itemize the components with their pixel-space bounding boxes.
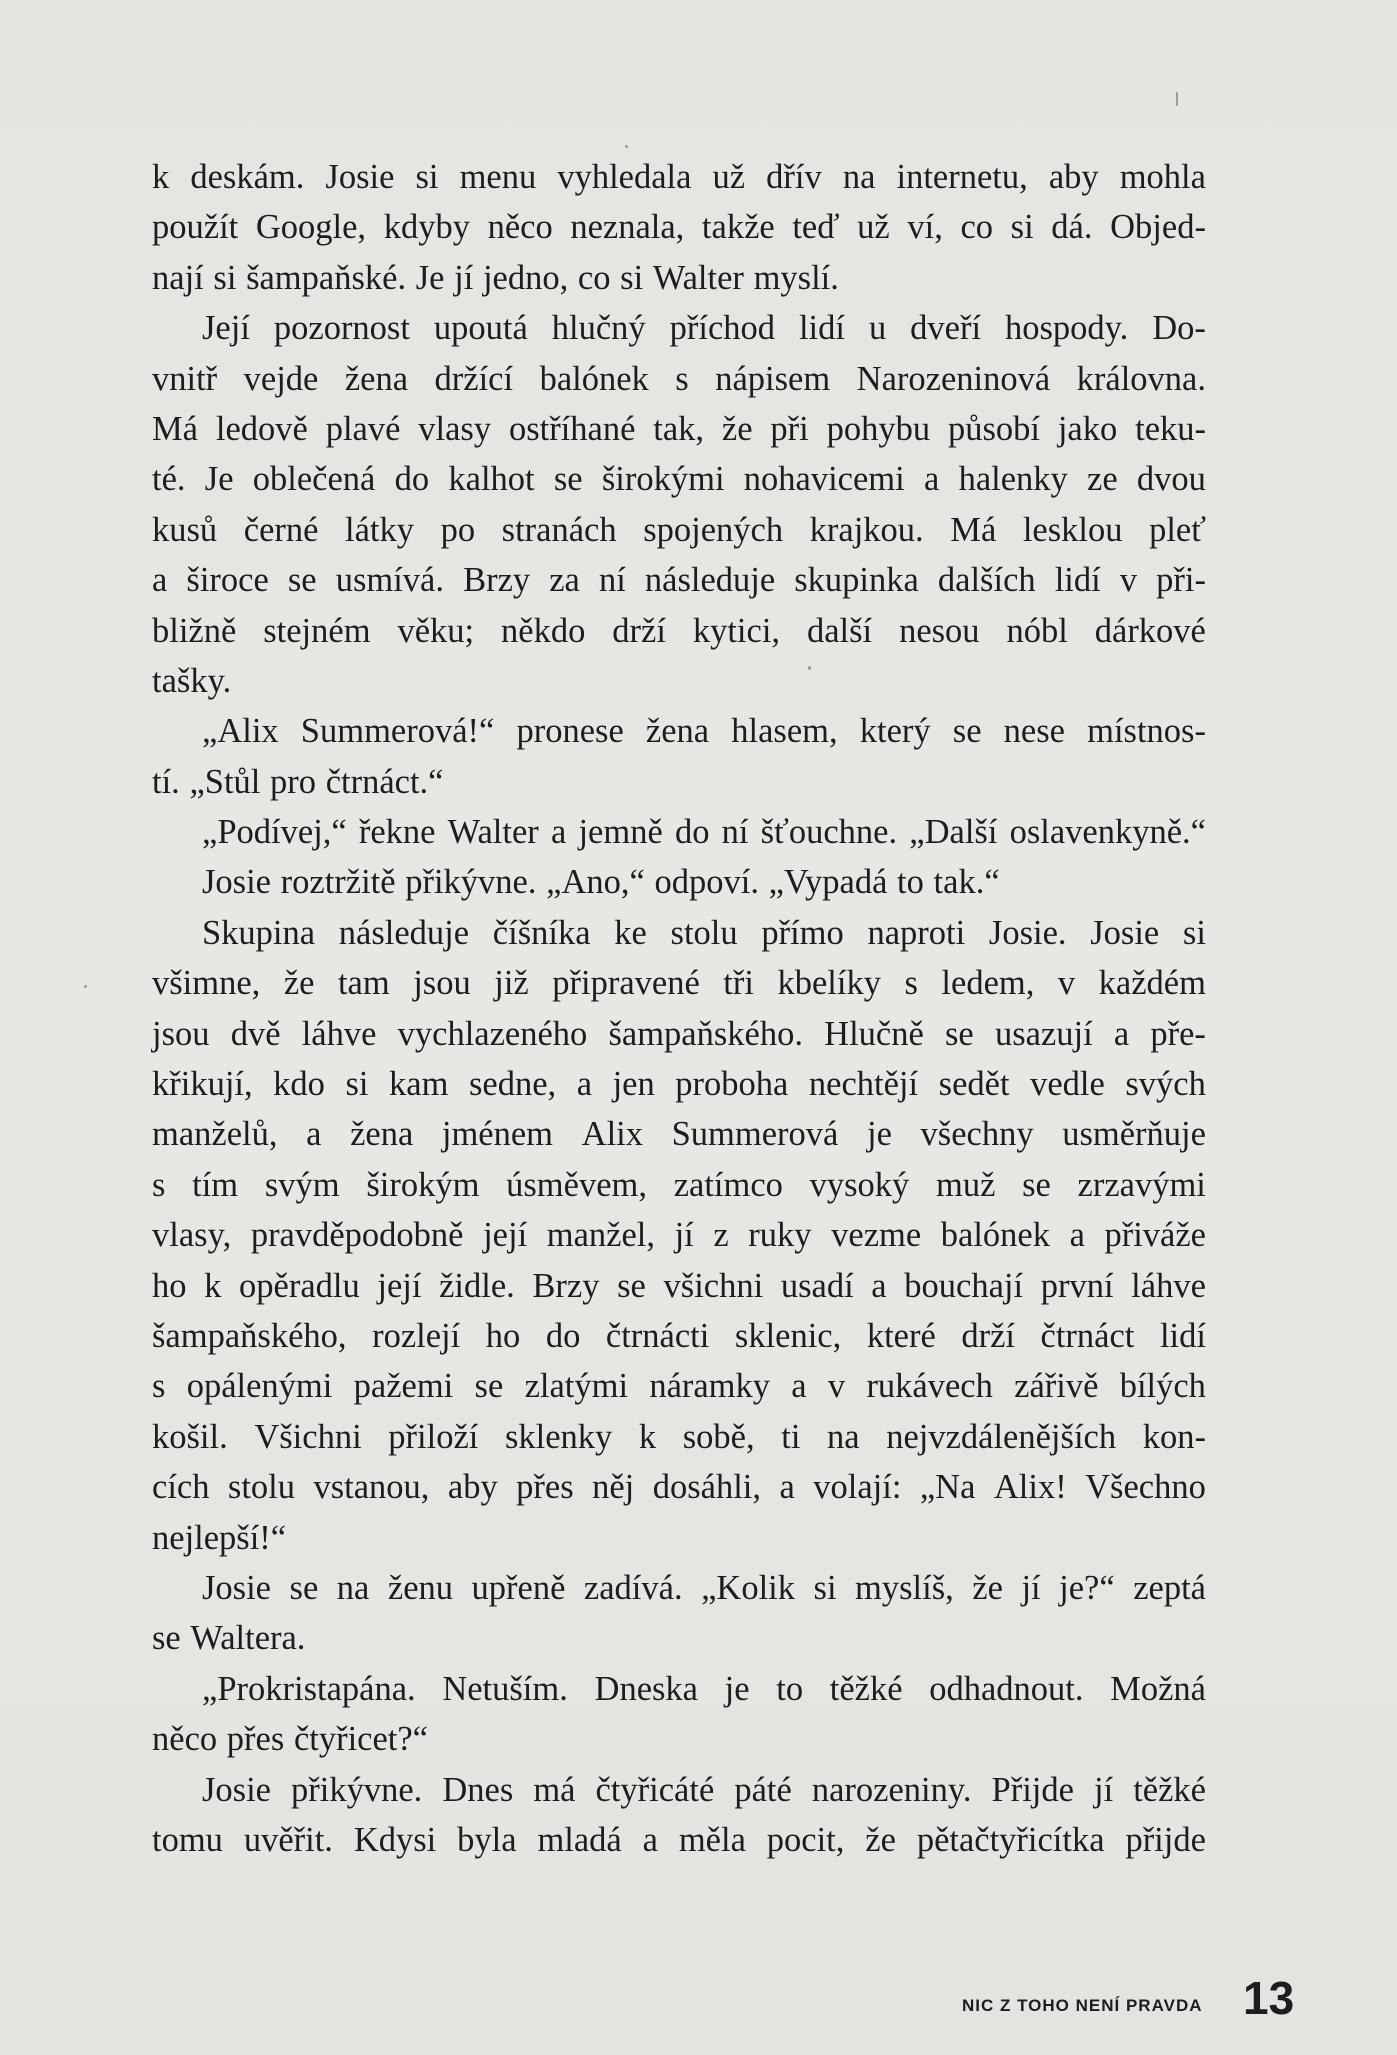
page-number: 13 — [1243, 1972, 1295, 2024]
text-line: Její pozornost upoutá hlučný příchod lidí u dveří hospody. Do- — [202, 309, 1206, 348]
running-footer-title: NIC Z TOHO NENÍ PRAVDA — [962, 1996, 1203, 2015]
text-line: jsou dvě láhve vychlazeného šampaňského. Hlučně se usazují a pře- — [152, 1014, 1206, 1053]
text-line: vnitř vejde žena držící balónek s nápisem Narozeninová královna. — [152, 359, 1206, 398]
text-line: nají si šampaňské. Je jí jedno, co si Walter myslí. — [152, 258, 839, 297]
text-line: „Prokristapána. Netuším. Dneska je to těžké odhadnout. Možná — [202, 1669, 1206, 1708]
text-line: Josie přikývne. Dnes má čtyřicáté páté narozeniny. Přijde jí těžké — [202, 1770, 1206, 1809]
text-line: Josie roztržitě přikývne. „Ano,“ odpoví. „Vypadá to tak.“ — [202, 863, 1000, 902]
text-line: bližně stejném věku; někdo drží kytici, další nesou nóbl dárkové — [152, 611, 1206, 650]
text-line: se Waltera. — [152, 1619, 306, 1658]
paper-speck — [625, 145, 628, 148]
text-line: Josie se na ženu upřeně zadívá. „Kolik si myslíš, že jí je?“ zeptá — [202, 1568, 1206, 1607]
text-line: vlasy, pravděpodobně její manžel, jí z ruky vezme balónek a přiváže — [152, 1216, 1206, 1255]
paper-speck — [808, 666, 811, 670]
text-line: manželů, a žena jménem Alix Summerová je všechny usměrňuje — [152, 1115, 1206, 1154]
text-line: k deskám. Josie si menu vyhledala už dřív na internetu, aby mohla — [152, 158, 1206, 196]
text-line: košil. Všichni přiloží sklenky k sobě, ti na nejvzdálenějších kon- — [152, 1417, 1206, 1456]
text-line: s opálenými pažemi se zlatými náramky a v rukávech zářivě bílých — [152, 1367, 1206, 1406]
text-line: tí. „Stůl pro čtrnáct.“ — [152, 762, 444, 801]
text-line: tomu uvěřit. Kdysi byla mladá a měla pocit, že pětačtyřicítka přijde — [152, 1820, 1206, 1859]
text-line: tašky. — [152, 661, 232, 700]
text-line: všimne, že tam jsou již připravené tři kbelíky s ledem, v každém — [152, 964, 1206, 1003]
text-line: cích stolu vstanou, aby přes něj dosáhli, a volají: „Na Alix! Všechno — [152, 1468, 1206, 1507]
text-line: něco přes čtyřicet?“ — [152, 1720, 428, 1759]
text-line: s tím svým širokým úsměvem, zatímco vysoký muž se zrzavými — [152, 1165, 1206, 1204]
text-line: nejlepší!“ — [152, 1518, 287, 1557]
text-line: ho k opěradlu její židle. Brzy se všichni usadí a bouchají první láhve — [152, 1266, 1206, 1305]
text-line: Skupina následuje číšníka ke stolu přímo naproti Josie. Josie si — [202, 913, 1206, 952]
text-line: šampaňského, rozlejí ho do čtrnácti sklenic, které drží čtrnáct lidí — [152, 1316, 1206, 1355]
text-line: „Podívej,“ řekne Walter a jemně do ní šťouchne. „Další oslavenkyně.“ — [202, 813, 1206, 852]
text-line: a široce se usmívá. Brzy za ní následuje skupinka dalších lidí v při- — [152, 561, 1206, 600]
text-line: použít Google, kdyby něco neznala, takže teď už ví, co si dá. Objed- — [152, 208, 1206, 247]
paper-speck — [84, 985, 87, 988]
text-line: „Alix Summerová!“ pronese žena hlasem, který se nese místnos- — [202, 712, 1206, 751]
text-line: křikují, kdo si kam sedne, a jen proboha nechtějí sedět vedle svých — [152, 1065, 1206, 1104]
body-text — [152, 152, 1206, 1865]
paper-speck — [1176, 92, 1178, 106]
text-line: kusů černé látky po stranách spojených krajkou. Má lesklou pleť — [152, 510, 1206, 549]
text-line: Má ledově plavé vlasy ostříhané tak, že při pohybu působí jako teku- — [152, 409, 1206, 448]
text-line: té. Je oblečená do kalhot se širokými nohavicemi a halenky ze dvou — [152, 460, 1206, 499]
